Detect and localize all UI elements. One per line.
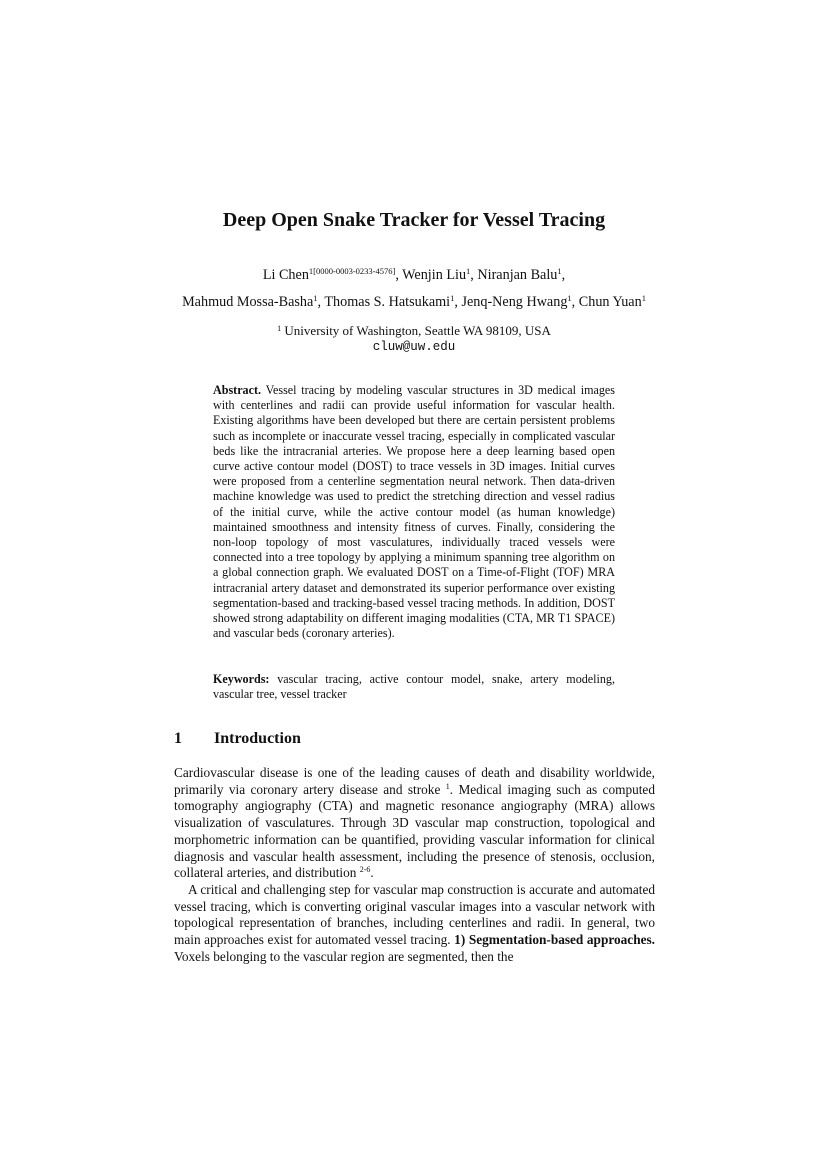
author-name: , Chun Yuan: [571, 294, 642, 310]
author-superscript: 1: [641, 293, 646, 303]
author-superscript: 1: [466, 266, 471, 276]
author-superscript: 1: [313, 293, 318, 303]
author-name: , Jenq-Neng Hwang: [454, 294, 568, 310]
citation: 2-6: [359, 865, 371, 875]
author-list: [0, 262, 828, 316]
paragraph-text: .: [370, 865, 374, 881]
affiliation-text: University of Washington, Seattle WA 98109, USA: [281, 323, 551, 338]
author-line-1: [0, 262, 828, 289]
abstract-text: Vessel tracing by modeling vascular structures in 3D medical images with centerlines and radii can provide useful information for vascular health. Existing algorithms have been developed but there are certain persistent problems such as incomplete or inaccurate vessel tracing, especially in complicated vascular beds like the intracranial arteries. We propose here a deep learning based open curve active contour model (DOST) to trace vessels in 3D images. Initial curves were proposed from a centerline segmentation neural network. Then data-driven machine knowledge was used to predict the stretching direction and vessel radius of the initial curve, while the active contour model (as human knowledge) maintained smoothness and intensity fitness of curves. Finally, considering the non-loop topology of most vasculatures, individually traced vessels were connected into a tree topology by applying a minimum spanning tree algorithm on a global connection graph. We evaluated DOST on a Time-of-Flight (TOF) MRA intracranial artery dataset and demonstrated its superior performance over existing segmentation-based and tracking-based vessel tracing methods. In addition, DOST showed strong adaptability on different imaging modalities (CTA, MR T1 SPACE) and vascular beds (coronary arteries).: [213, 383, 615, 641]
paragraph-text: . Medical imaging such as computed tomography angiography (CTA) and magnetic resonance angiography (MRA) allows visualization of vasculatures. Through 3D vascular map construction, topological and morphometric information can be quantified, providing vascular information for clinical diagnosis and vascular health assessment, including the presence of stenosis, occlusion, collateral arteries, and distribution: [174, 781, 655, 881]
emphasis-text: 1) Segmentation-based approaches.: [454, 932, 655, 948]
affiliation: [0, 322, 828, 356]
paragraph-text: A critical and challenging step for vascular map construction is accurate and automated vessel tracing, which is converting original vascular images into a vascular network with topological representation of branches, including centerlines and radii. In general, two main approaches exist for automated vessel tracing.: [174, 881, 655, 948]
author-line-2: [0, 289, 828, 316]
author-superscript: 1: [450, 293, 455, 303]
affiliation-superscript: 1: [277, 324, 282, 333]
keywords-text: vascular tracing, active contour model, snake, artery modeling, vascular tree, vessel tracker: [213, 672, 615, 702]
author-superscript: 1: [557, 266, 562, 276]
paragraph: [174, 882, 655, 966]
section-heading: [174, 729, 301, 749]
affiliation-line: [0, 322, 828, 339]
section-number: 1: [174, 730, 182, 747]
keywords: [213, 672, 615, 702]
citation: 1: [445, 781, 450, 791]
paper-title: Deep Open Snake Tracker for Vessel Tracing: [222, 209, 606, 231]
author-name: , Thomas S. Hatsukami: [317, 294, 451, 310]
introduction-body: [174, 765, 655, 965]
paragraph-text: Voxels belonging to the vascular region are segmented, then the: [174, 948, 514, 964]
abstract-label: Abstract.: [213, 383, 262, 397]
section-title: Introduction: [214, 730, 301, 747]
author-email: cluw@uw.edu: [372, 340, 456, 354]
author-name: , Niranjan Balu: [470, 267, 558, 283]
keywords-label: Keywords:: [213, 672, 270, 686]
author-superscript: 1: [567, 293, 572, 303]
author-superscript: 1[0000-0003-0233-4576]: [308, 266, 396, 276]
author-name: Li Chen: [262, 267, 309, 283]
paragraph-text: Cardiovascular disease is one of the leading causes of death and disability worldwide, primarily via coronary artery disease and stroke: [174, 765, 655, 797]
author-separator: ,: [561, 267, 566, 283]
abstract: [213, 383, 615, 641]
author-name: , Wenjin Liu: [395, 267, 467, 283]
author-name: Mahmud Mossa-Basha: [182, 294, 314, 310]
paragraph: [174, 765, 655, 882]
